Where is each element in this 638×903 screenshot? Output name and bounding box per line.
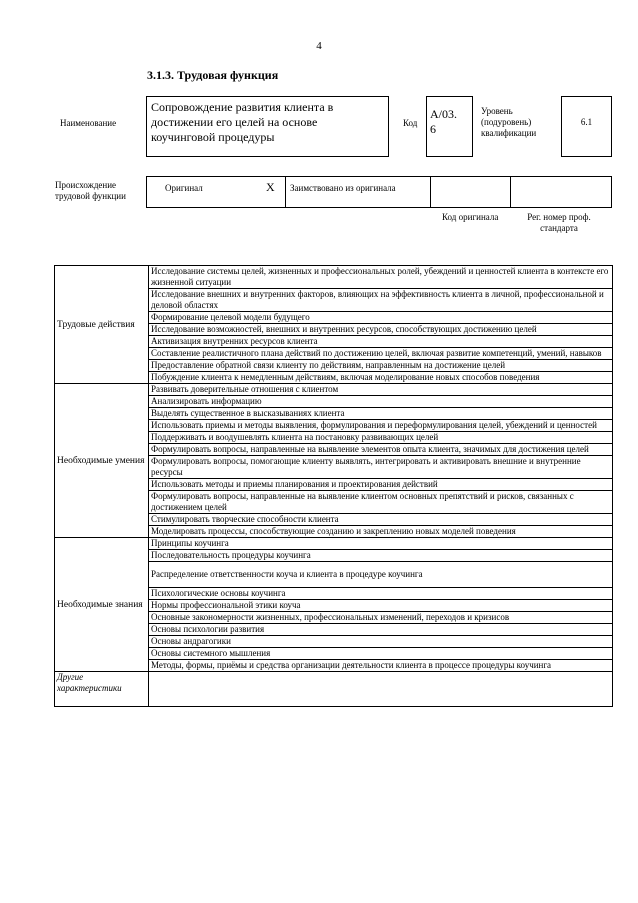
item-text: Использовать методы и приемы планирования и проектирования действий [149,479,613,491]
borrowed-label: Заимствовано из оригинала [290,183,396,193]
skills-row [55,384,613,396]
level-value-box [561,96,612,157]
item-text: Исследование системы целей, жизненных и профессиональных ролей, убеждений и ценностей клиента в контексте его жизненной ситуации [149,266,613,289]
item-text: Предоставление обратной связи клиенту по действиям, направленным на достижение целей [149,360,613,372]
code-original-label: Код оригинала [442,212,499,222]
level-value: 6.1 [580,117,593,127]
origin-label: Происхождение трудовой функции [55,180,126,201]
name-label: Наименование [60,118,117,128]
code-value-box [426,96,473,157]
item-text: Анализировать информацию [149,396,613,408]
origin-divider [430,176,431,208]
original-label: Оригинал [165,183,203,193]
item-text: Поддерживать и воодушевлять клиента на постановку развивающих целей [149,432,613,444]
knowledge-row [55,538,613,550]
item-text: Нормы профессиональной этики коуча [149,600,613,612]
section-title: 3.1.3. Трудовая функция [147,68,279,82]
other-row [55,672,613,707]
item-text: Составление реалистичного плана действий по достижению целей, включая развитие компетенций, умений, навыков [149,348,613,360]
code-value: А/03. 6 [430,107,457,136]
item-text: Основы андрагогики [149,636,613,648]
item-text [149,672,613,707]
original-mark: X [266,180,275,194]
item-text: Развивать доверительные отношения с клиентом [149,384,613,396]
level-label: Уровень (подуровень) квалификации [481,106,537,138]
functions-table-body [55,266,613,707]
page-number: 4 [316,40,322,52]
item-text: Формулировать вопросы, направленные на выявление клиентом основных препятствий и рисков, связанных с достижением целей [149,491,613,514]
labor-actions-row [55,266,613,289]
item-text: Формирование целевой модели будущего [149,312,613,324]
reg-number-label: Рег. номер проф. стандарта [527,212,591,233]
item-text: Последовательность процедуры коучинга [149,550,613,562]
origin-divider [510,176,511,208]
item-text: Принципы коучинга [149,538,613,550]
origin-divider [285,176,286,208]
knowledge-label: Необходимые знания [55,538,149,672]
item-text: Моделировать процессы, способствующие созданию и закреплению новых моделей поведения [149,526,613,538]
item-text: Основы психологии развития [149,624,613,636]
name-value-box [146,96,389,157]
other-label: Другие характеристики [55,672,149,707]
labor-actions-label: Трудовые действия [55,266,149,384]
item-text: Стимулировать творческие способности клиента [149,514,613,526]
item-text: Исследование внешних и внутренних факторов, влияющих на эффективность клиента в личной, профессиональной и деловой областях [149,289,613,312]
item-text: Распределение ответственности коуча и клиента в процедуре коучинга [149,562,613,588]
functions-table [54,265,613,707]
item-text: Использовать приемы и методы выявления, формулирования и переформулирования целей, убеждений и ценностей [149,420,613,432]
item-text: Основные закономерности жизненных, профессиональных изменений, переходов и кризисов [149,612,613,624]
item-text: Методы, формы, приёмы и средства организации деятельности клиента в процессе процедуры коучинга [149,660,613,672]
item-text: Выделять существенное в высказываниях клиента [149,408,613,420]
item-text: Психологические основы коучинга [149,588,613,600]
item-text: Основы системного мышления [149,648,613,660]
item-text: Исследование возможностей, внешних и внутренних ресурсов, способствующих достижению целей [149,324,613,336]
item-text: Формулировать вопросы, помогающие клиенту выявлять, интегрировать и активировать внешние и внутренние ресурсы [149,456,613,479]
item-text: Активизация внутренних ресурсов клиента [149,336,613,348]
skills-label: Необходимые умения [55,384,149,538]
item-text: Формулировать вопросы, направленные на выявление элементов опыта клиента, значимых для достижения целей [149,444,613,456]
name-value: Сопровождение развития клиента в достижении его целей на основе коучинговой процедуры [151,100,334,144]
item-text: Побуждение клиента к немедленным действиям, включая моделирование новых способов поведения [149,372,613,384]
code-label: Код [403,118,418,128]
